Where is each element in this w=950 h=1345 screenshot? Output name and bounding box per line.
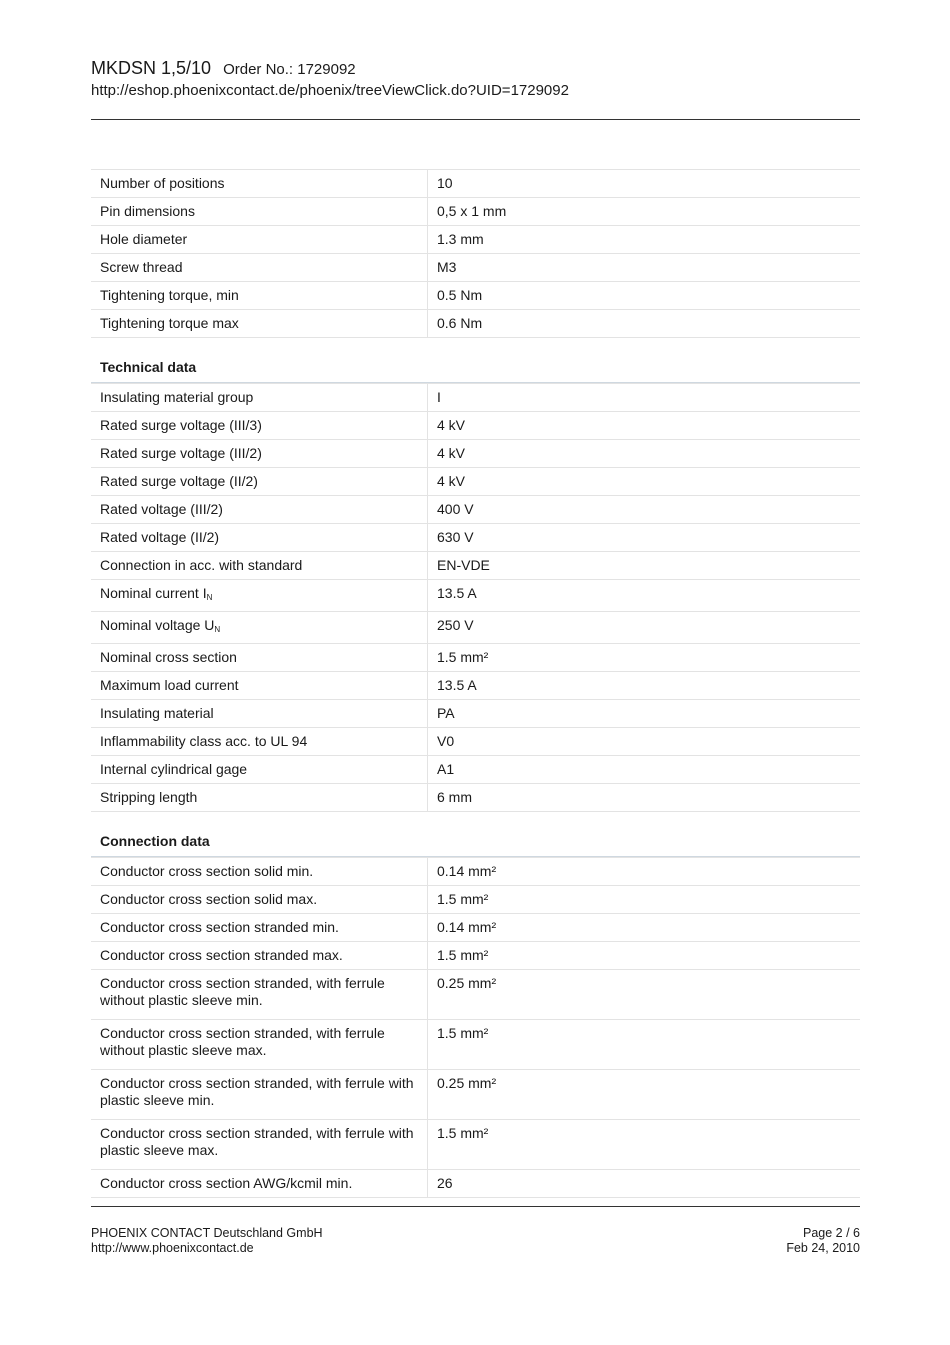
row-label-text: Screw thread (100, 259, 183, 275)
row-value: 6 mm (428, 784, 861, 812)
table-row (91, 170, 860, 198)
row-value: 13.5 A (428, 672, 861, 700)
table-row (91, 970, 860, 1020)
table-row (91, 468, 860, 496)
row-label (91, 468, 428, 496)
row-label-text: Nominal cross section (100, 649, 237, 665)
row-label (91, 282, 428, 310)
table-row (91, 496, 860, 524)
row-label (91, 198, 428, 226)
footer-website[interactable]: http://www.phoenixcontact.de (91, 1241, 254, 1255)
row-value: PA (428, 700, 861, 728)
row-label (91, 644, 428, 672)
connection-data-heading: Connection data (91, 812, 860, 857)
table-row (91, 886, 860, 914)
row-value: I (428, 384, 861, 412)
spec-content (91, 169, 860, 1198)
row-label-text: Conductor cross section stranded, with ferrule without plastic sleeve max. (100, 1025, 385, 1058)
row-label-text: Number of positions (100, 175, 225, 191)
row-label-subscript: N (206, 593, 213, 602)
technical-data-table (91, 383, 860, 812)
row-label-subscript: N (214, 625, 221, 634)
row-value: 0.6 Nm (428, 310, 861, 338)
table-row (91, 728, 860, 756)
row-label (91, 1120, 428, 1170)
row-value: 400 V (428, 496, 861, 524)
row-label-text: Tightening torque max (100, 315, 239, 331)
table-row (91, 942, 860, 970)
table-row (91, 226, 860, 254)
table-row (91, 524, 860, 552)
row-value: 1.3 mm (428, 226, 861, 254)
row-value: M3 (428, 254, 861, 282)
row-label-text: Internal cylindrical gage (100, 761, 248, 777)
connection-data-table (91, 857, 860, 1198)
row-label-text: Hole diameter (100, 231, 188, 247)
row-label (91, 672, 428, 700)
table-row (91, 612, 860, 644)
row-value: 4 kV (428, 440, 861, 468)
row-value: 26 (428, 1170, 861, 1198)
row-value: 13.5 A (428, 580, 861, 612)
row-label-text: Conductor cross section stranded, with ferrule without plastic sleeve min. (100, 975, 385, 1008)
row-value: 250 V (428, 612, 861, 644)
row-label-text: Nominal current I (100, 585, 207, 601)
product-url[interactable]: http://eshop.phoenixcontact.de/phoenix/treeViewClick.do?UID=1729092 (91, 82, 569, 99)
row-label-text: Rated surge voltage (II/2) (100, 473, 258, 489)
row-label-text: Rated surge voltage (III/3) (100, 417, 262, 433)
row-label-text: Nominal voltage U (100, 617, 215, 633)
table-row (91, 644, 860, 672)
table-row (91, 384, 860, 412)
row-label (91, 858, 428, 886)
title-line (91, 58, 860, 80)
table-row (91, 1120, 860, 1170)
row-label (91, 440, 428, 468)
row-label (91, 496, 428, 524)
footer-page-number: Page 2 / 6 (803, 1226, 860, 1240)
row-label (91, 580, 428, 612)
table-row (91, 858, 860, 886)
table-row (91, 198, 860, 226)
row-value: 4 kV (428, 412, 861, 440)
table-row (91, 1020, 860, 1070)
row-label-text: Conductor cross section stranded min. (100, 919, 339, 935)
footer-company: PHOENIX CONTACT Deutschland GmbH (91, 1226, 323, 1240)
row-label (91, 700, 428, 728)
row-value: 0.14 mm² (428, 914, 861, 942)
page-header (91, 58, 860, 101)
row-label-text: Conductor cross section stranded, with ferrule with plastic sleeve max. (100, 1125, 414, 1158)
footer-divider (91, 1206, 860, 1207)
row-value: 0.25 mm² (428, 1070, 861, 1120)
row-label (91, 412, 428, 440)
row-label (91, 524, 428, 552)
general-table (91, 169, 860, 338)
table-row (91, 914, 860, 942)
row-value: 0.25 mm² (428, 970, 861, 1020)
row-label-text: Connection in acc. with standard (100, 557, 303, 573)
row-label-text: Maximum load current (100, 677, 239, 693)
row-value: 1.5 mm² (428, 644, 861, 672)
row-label-text: Conductor cross section solid min. (100, 863, 314, 879)
row-label (91, 384, 428, 412)
row-label-text: Rated voltage (III/2) (100, 501, 223, 517)
technical-data-heading: Technical data (91, 338, 860, 383)
row-label (91, 728, 428, 756)
row-label-text: Rated surge voltage (III/2) (100, 445, 262, 461)
row-label-text: Insulating material group (100, 389, 254, 405)
row-label (91, 254, 428, 282)
row-label (91, 552, 428, 580)
row-label (91, 784, 428, 812)
row-value: 1.5 mm² (428, 886, 861, 914)
table-row (91, 1170, 860, 1198)
table-row (91, 1070, 860, 1120)
table-row (91, 700, 860, 728)
product-name: MKDSN 1,5/10 (91, 58, 212, 78)
row-label-text: Conductor cross section stranded, with ferrule with plastic sleeve min. (100, 1075, 414, 1108)
row-label (91, 226, 428, 254)
row-label-text: Stripping length (100, 789, 198, 805)
row-label-text: Pin dimensions (100, 203, 195, 219)
row-label-text: Conductor cross section stranded max. (100, 947, 343, 963)
table-row (91, 580, 860, 612)
row-label (91, 886, 428, 914)
row-label (91, 1070, 428, 1120)
table-row (91, 672, 860, 700)
table-row (91, 784, 860, 812)
row-label-text: Rated voltage (II/2) (100, 529, 220, 545)
table-row (91, 412, 860, 440)
row-value: 1.5 mm² (428, 942, 861, 970)
row-value: 0.5 Nm (428, 282, 861, 310)
row-value: 4 kV (428, 468, 861, 496)
row-label-text: Conductor cross section AWG/kcmil min. (100, 1175, 353, 1191)
row-label-text: Conductor cross section solid max. (100, 891, 318, 907)
row-label (91, 1020, 428, 1070)
table-row (91, 254, 860, 282)
row-label (91, 310, 428, 338)
row-label-text: Insulating material (100, 705, 214, 721)
row-value: 1.5 mm² (428, 1120, 861, 1170)
row-label (91, 914, 428, 942)
row-value: EN-VDE (428, 552, 861, 580)
row-label-text: Inflammability class acc. to UL 94 (100, 733, 308, 749)
row-value: 0,5 x 1 mm (428, 198, 861, 226)
row-value: 1.5 mm² (428, 1020, 861, 1070)
row-label (91, 1170, 428, 1198)
table-row (91, 282, 860, 310)
row-value: V0 (428, 728, 861, 756)
table-row (91, 756, 860, 784)
row-value: 0.14 mm² (428, 858, 861, 886)
header-divider (91, 119, 860, 120)
row-label (91, 942, 428, 970)
row-label (91, 756, 428, 784)
order-number: Order No.: 1729092 (223, 61, 356, 78)
table-row (91, 552, 860, 580)
row-label (91, 612, 428, 644)
table-row (91, 440, 860, 468)
footer-date: Feb 24, 2010 (786, 1241, 860, 1255)
row-label-text: Tightening torque, min (100, 287, 239, 303)
table-row (91, 310, 860, 338)
row-value: A1 (428, 756, 861, 784)
row-label (91, 970, 428, 1020)
row-value: 10 (428, 170, 861, 198)
row-label (91, 170, 428, 198)
row-value: 630 V (428, 524, 861, 552)
